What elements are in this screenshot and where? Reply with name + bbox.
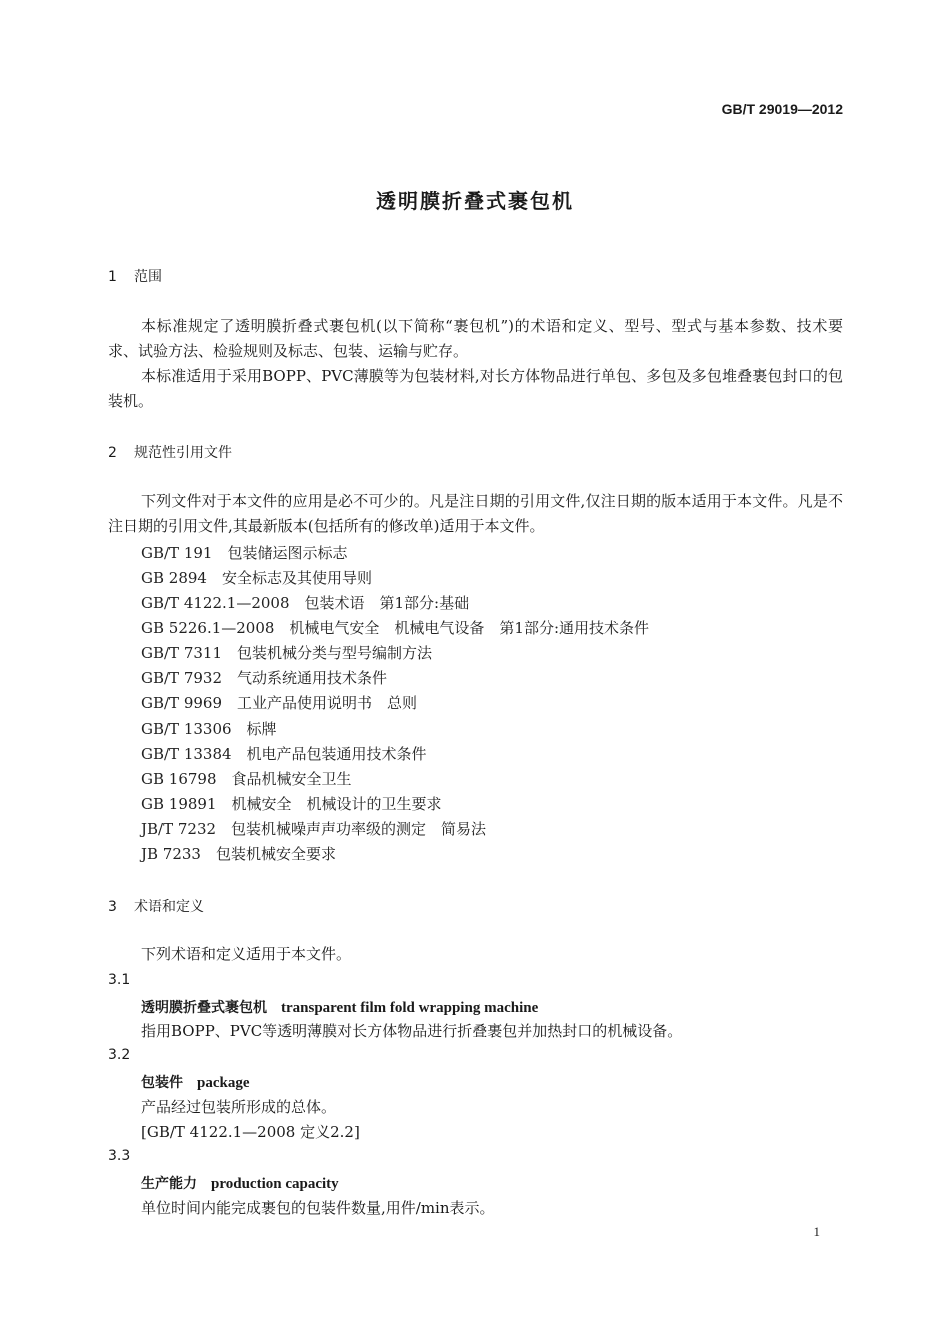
page-number: 1 — [813, 1224, 820, 1239]
document-title: 透明膜折叠式裹包机 — [376, 189, 574, 213]
term-number: 3.1 — [108, 972, 131, 988]
term-heading — [141, 1072, 250, 1092]
reference-item: GB 19891 机械安全 机械设计的卫生要求 — [141, 795, 442, 813]
references-intro-paragraph: 下列文件对于本文件的应用是必不可少的。凡是注日期的引用文件,仅注日期的版本适用于本文件。凡是不注日期的引用文件,其最新版本(包括所有的修改单)适用于本文件。 — [108, 492, 843, 535]
term-definition: 产品经过包装所形成的总体。 — [141, 1098, 337, 1116]
section-heading-normative-references — [108, 442, 232, 462]
term-number: 3.3 — [108, 1148, 131, 1164]
term-english-name: transparent film fold wrapping machine — [281, 1000, 539, 1016]
reference-item: GB/T 191 包装储运图示标志 — [141, 544, 348, 562]
standard-code: GB/T 29019—2012 — [721, 101, 843, 117]
term-chinese-name: 生产能力 — [141, 1176, 197, 1192]
reference-item: GB/T 13384 机电产品包装通用技术条件 — [141, 745, 427, 763]
term-definition: 指用BOPP、PVC等透明薄膜对长方体物品进行折叠裹包并加热封口的机械设备。 — [141, 1022, 683, 1040]
term-chinese-name: 包装件 — [141, 1075, 183, 1091]
section-number: 2 — [108, 445, 117, 461]
section-heading-terms — [108, 896, 204, 916]
scope-paragraph-1: 本标准规定了透明膜折叠式裹包机(以下简称“裹包机”)的术语和定义、型号、型式与基本参数、技术要求、试验方法、检验规则及标志、包装、运输与贮存。 — [108, 317, 843, 360]
reference-item: GB/T 13306 标牌 — [141, 720, 277, 738]
term-english-name: package — [197, 1075, 250, 1091]
section-title: 范围 — [134, 269, 162, 285]
term-number: 3.2 — [108, 1047, 131, 1063]
term-chinese-name: 透明膜折叠式裹包机 — [141, 1000, 267, 1016]
term-english-name: production capacity — [211, 1176, 339, 1192]
reference-item: GB/T 4122.1—2008 包装术语 第1部分:基础 — [141, 594, 470, 612]
reference-item: GB/T 9969 工业产品使用说明书 总则 — [141, 694, 418, 712]
reference-item: JB/T 7232 包装机械噪声声功率级的测定 简易法 — [141, 820, 487, 838]
reference-item: GB 5226.1—2008 机械电气安全 机械电气设备 第1部分:通用技术条件 — [141, 619, 650, 637]
section-title: 规范性引用文件 — [134, 445, 232, 461]
reference-item: GB 2894 安全标志及其使用导则 — [141, 569, 372, 587]
section-number: 1 — [108, 269, 117, 285]
term-heading — [141, 997, 538, 1017]
reference-item: GB/T 7932 气动系统通用技术条件 — [141, 669, 388, 687]
terms-intro-paragraph: 下列术语和定义适用于本文件。 — [141, 945, 352, 963]
term-definition: 单位时间内能完成裹包的包装件数量,用件/min表示。 — [141, 1199, 495, 1217]
reference-item: JB 7233 包装机械安全要求 — [141, 845, 336, 863]
section-title: 术语和定义 — [134, 899, 204, 915]
section-number: 3 — [108, 899, 117, 915]
term-heading — [141, 1173, 339, 1193]
reference-item: GB/T 7311 包装机械分类与型号编制方法 — [141, 644, 433, 662]
reference-item: GB 16798 食品机械安全卫生 — [141, 770, 352, 788]
term-source: [GB/T 4122.1—2008 定义2.2] — [141, 1123, 360, 1141]
section-heading-scope — [108, 266, 162, 286]
scope-paragraph-2: 本标准适用于采用BOPP、PVC薄膜等为包装材料,对长方体物品进行单包、多包及多包堆叠裹包封口的包装机。 — [108, 367, 843, 410]
